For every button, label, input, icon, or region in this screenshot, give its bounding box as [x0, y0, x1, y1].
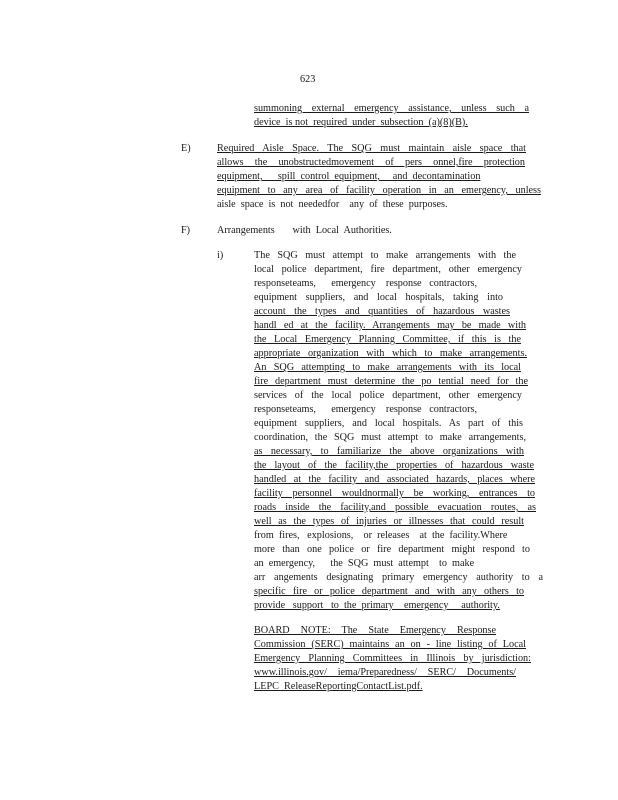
section-e-line: equipment to any area of facility operation in an emergency, unless: [217, 185, 541, 196]
item-line: coordination, the SQG must attempt to make arrangements,: [254, 432, 526, 443]
section-e-line: allows the unobstructedmovement of pers onnel,fire protection: [217, 157, 525, 168]
item-line: arr angements designating primary emergency authority to a: [254, 572, 543, 583]
section-e-line: Required Aisle Space. The SQG must maintain aisle space that: [217, 143, 526, 154]
item-line: local police department, fire department, other emergency: [254, 264, 522, 275]
item-line: as necessary, to familiarize the above organizations with: [254, 446, 524, 457]
board-note-line: BOARD NOTE: The State Emergency Response: [254, 625, 496, 636]
item-line: The SQG must attempt to make arrangements with the: [254, 250, 516, 261]
item-line: handl ed at the facility. Arrangements may be made with: [254, 320, 526, 331]
item-line: responseteams, emergency response contractors,: [254, 278, 478, 289]
carryover-line: device is not required under subsection (a)(8)(B).: [254, 117, 468, 128]
page-number: 623: [300, 74, 316, 85]
item-line: equipment suppliers, and local hospitals. As part of this: [254, 418, 523, 429]
carryover-line: summoning external emergency assistance, unless such a: [254, 103, 529, 114]
section-e-line: equipment, spill control equipment, and decontamination: [217, 171, 481, 182]
item-line: an emergency, the SQG must attempt to make: [254, 558, 475, 569]
item-line: handled at the facility and associated hazards, places where: [254, 474, 535, 485]
item-line: more than one police or fire department might respond to: [254, 544, 530, 555]
section-e-label: E): [181, 143, 191, 154]
item-line: appropriate organization with which to make arrangements.: [254, 348, 527, 359]
item-line: from fires, explosions, or releases at the facility.Where: [254, 530, 508, 541]
board-note-line: www.illinois.gov/ iema/Preparedness/ SERC/ Documents/: [254, 667, 516, 678]
item-line: the layout of the facility,the properties of hazardous waste: [254, 460, 534, 471]
item-line: An SQG attempting to make arrangements with its local: [254, 362, 521, 373]
item-line: facility personnel wouldnormally be working, entrances to: [254, 488, 535, 499]
item-line: provide support to the primary emergency authority.: [254, 600, 500, 611]
item-line: responseteams, emergency response contractors,: [254, 404, 478, 415]
item-line: well as the types of injuries or illnesses that could result: [254, 516, 524, 527]
board-note-line: Commission (SERC) maintains an on - line listing of Local: [254, 639, 526, 650]
board-note-line: Emergency Planning Committees in Illinois by jurisdiction:: [254, 653, 531, 664]
item-line: specific fire or police department and with any others to: [254, 586, 524, 597]
section-f-heading: Arrangements with Local Authorities.: [217, 225, 392, 236]
section-f-label: F): [181, 225, 191, 236]
item-line: services of the local police department, other emergency: [254, 390, 522, 401]
item-line: equipment suppliers, and local hospitals, taking into: [254, 292, 503, 303]
item-line: fire department must determine the po tential need for the: [254, 376, 528, 387]
board-note-line: LEPC ReleaseReportingContactList.pdf.: [254, 681, 423, 692]
item-i-label: i): [217, 250, 224, 261]
item-line: the Local Emergency Planning Committee, if this is the: [254, 334, 521, 345]
item-line: roads inside the facility,and possible evacuation routes, as: [254, 502, 536, 513]
item-line: account the types and quantities of hazardous wastes: [254, 306, 510, 317]
section-e-line: aisle space is not neededfor any of these purposes.: [217, 199, 448, 210]
